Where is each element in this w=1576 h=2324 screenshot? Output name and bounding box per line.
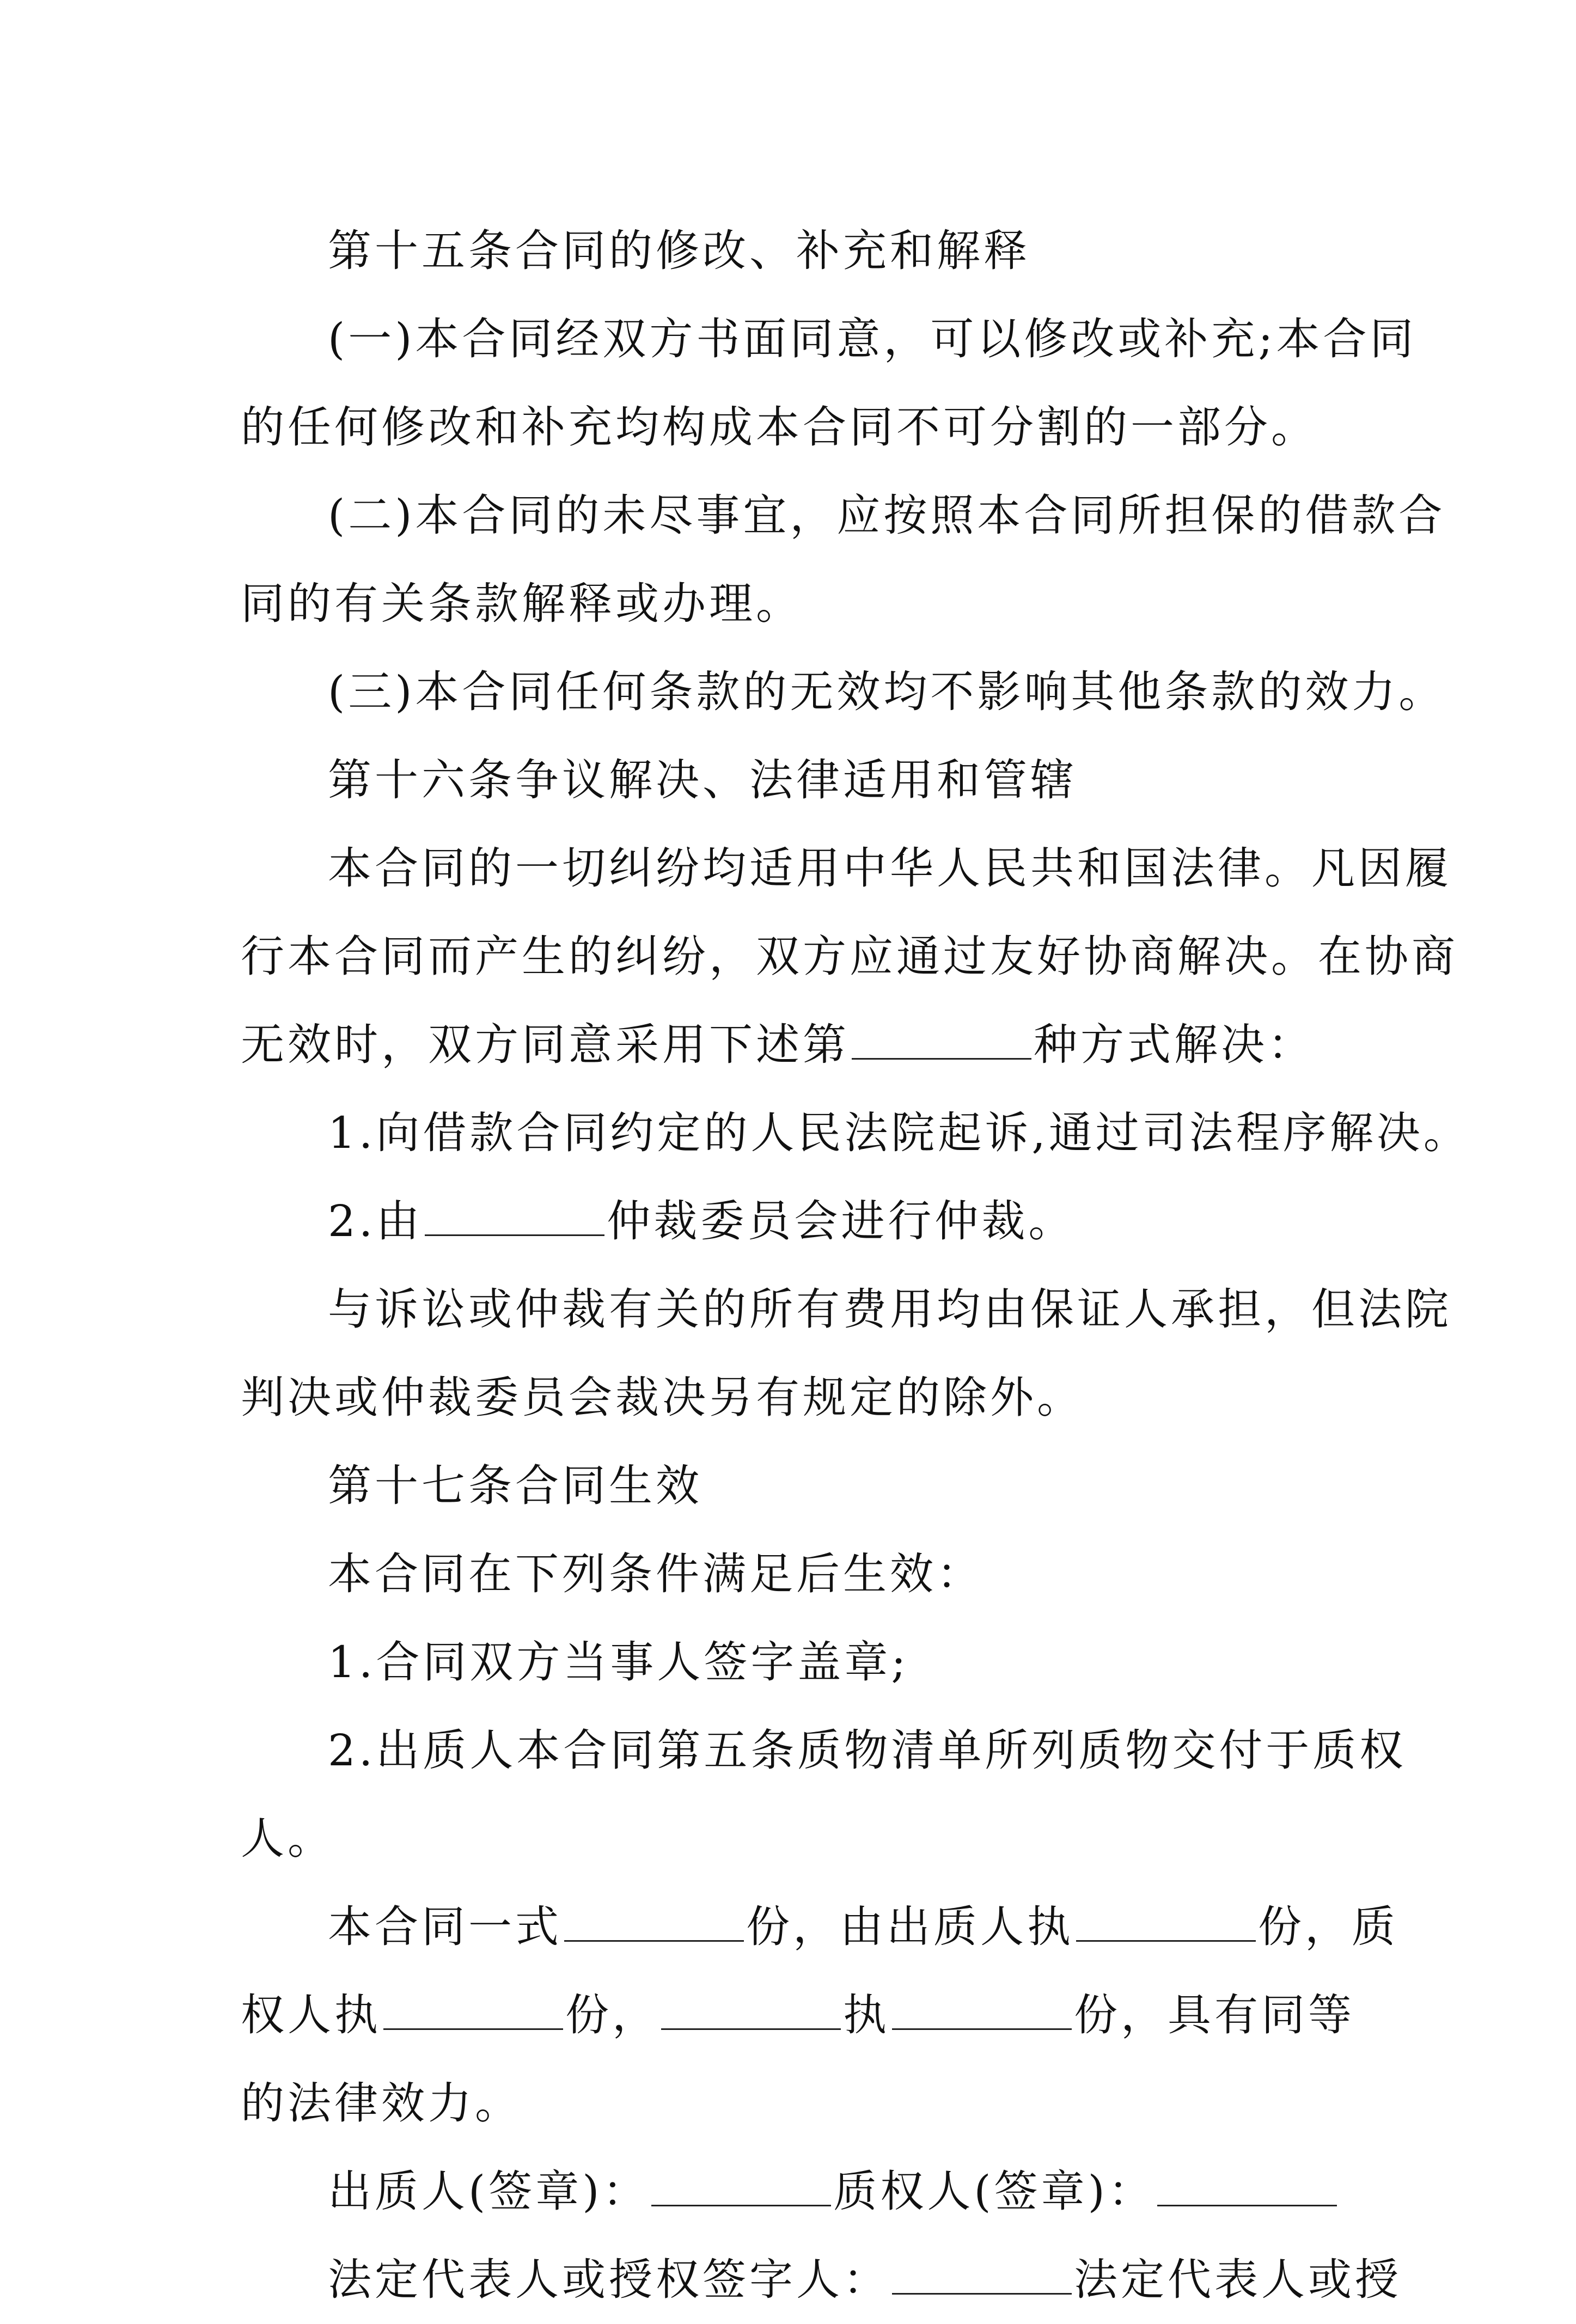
representative-label: 法定代表人或授	[1074, 2254, 1402, 2305]
text-segment: 执	[843, 1990, 890, 2040]
text-line: 本合同在下列条件满足后生效：	[328, 1549, 984, 1599]
text-segment: 种方式解决：	[1034, 1019, 1315, 1070]
signature-line	[241, 2236, 1402, 2324]
text-segment: 本合同一式	[328, 1901, 562, 1952]
article-15-heading: 第十五条合同的修改、补充和解释	[328, 225, 1030, 276]
other-party-blank[interactable]	[661, 1990, 841, 2030]
pledgee-signature-blank[interactable]	[1157, 2167, 1337, 2206]
text-segment: 份，由出质人执	[746, 1901, 1074, 1952]
dispute-method-blank[interactable]	[852, 1020, 1031, 1060]
text-segment: 份，	[565, 1990, 659, 2040]
text-segment: 份，具有同等	[1074, 1990, 1355, 2040]
pledgor-signature-blank[interactable]	[651, 2167, 831, 2206]
text-line: 判决或仲裁委员会裁决另有规定的除外。	[241, 1372, 1084, 1423]
representative-blank[interactable]	[892, 2255, 1072, 2295]
text-line: 1.合同双方当事人签字盖章;	[328, 1637, 909, 1687]
text-line: 与诉讼或仲裁有关的所有费用均由保证人承担，但法院	[328, 1284, 1452, 1335]
text-segment: 无效时，双方同意采用下述第	[241, 1019, 850, 1070]
text-line	[241, 1001, 1352, 1089]
article-16-heading: 第十六条争议解决、法律适用和管辖	[328, 755, 1077, 805]
pledgee-copies-blank[interactable]	[383, 1990, 563, 2030]
text-line: 本合同的一切纠纷均适用中华人民共和国法律。凡因履	[328, 843, 1452, 894]
text-segment: 仲裁委员会进行仲裁。	[607, 1196, 1076, 1246]
arbitration-commission-blank[interactable]	[425, 1196, 604, 1236]
pledgor-copies-blank[interactable]	[1076, 1902, 1256, 1942]
article-17-heading: 第十七条合同生效	[328, 1460, 703, 1511]
text-line: 2.出质人本合同第五条质物清单所列质物交付于质权	[328, 1725, 1407, 1776]
text-segment: 权人执	[241, 1990, 381, 2040]
representative-label: 法定代表人或授权签字人：	[328, 2254, 890, 2305]
text-segment: 份，质	[1258, 1901, 1398, 1952]
signature-line	[241, 2148, 1352, 2236]
text-line: (二)本合同的未尽事宜，应按照本合同所担保的借款合	[328, 490, 1446, 541]
text-line: 人。	[241, 1813, 334, 1864]
document-body	[241, 207, 1470, 2324]
text-line: 的法律效力。	[241, 2078, 522, 2129]
text-line: 1.向借款合同约定的人民法院起诉,通过司法程序解决。	[328, 1108, 1470, 1158]
text-line	[241, 1971, 1355, 2059]
text-line: 的任何修改和补充均构成本合同不可分割的一部分。	[241, 402, 1318, 452]
text-segment: 2.由	[328, 1196, 423, 1246]
text-line	[241, 1177, 1352, 1265]
text-line: 同的有关条款解释或办理。	[241, 578, 803, 629]
text-line	[241, 1883, 1398, 1971]
text-line: (三)本合同任何条款的无效均不影响其他条款的效力。	[328, 666, 1446, 717]
pledgor-signature-label: 出质人(签章)：	[328, 2166, 650, 2217]
pledgee-signature-label: 质权人(签章)：	[833, 2166, 1155, 2217]
text-line: (一)本合同经双方书面同意，可以修改或补充;本合同	[328, 314, 1417, 364]
text-line: 行本合同而产生的纠纷，双方应通过友好协商解决。在协商	[241, 931, 1458, 982]
copies-total-blank[interactable]	[564, 1902, 744, 1942]
other-party-copies-blank[interactable]	[892, 1990, 1072, 2030]
